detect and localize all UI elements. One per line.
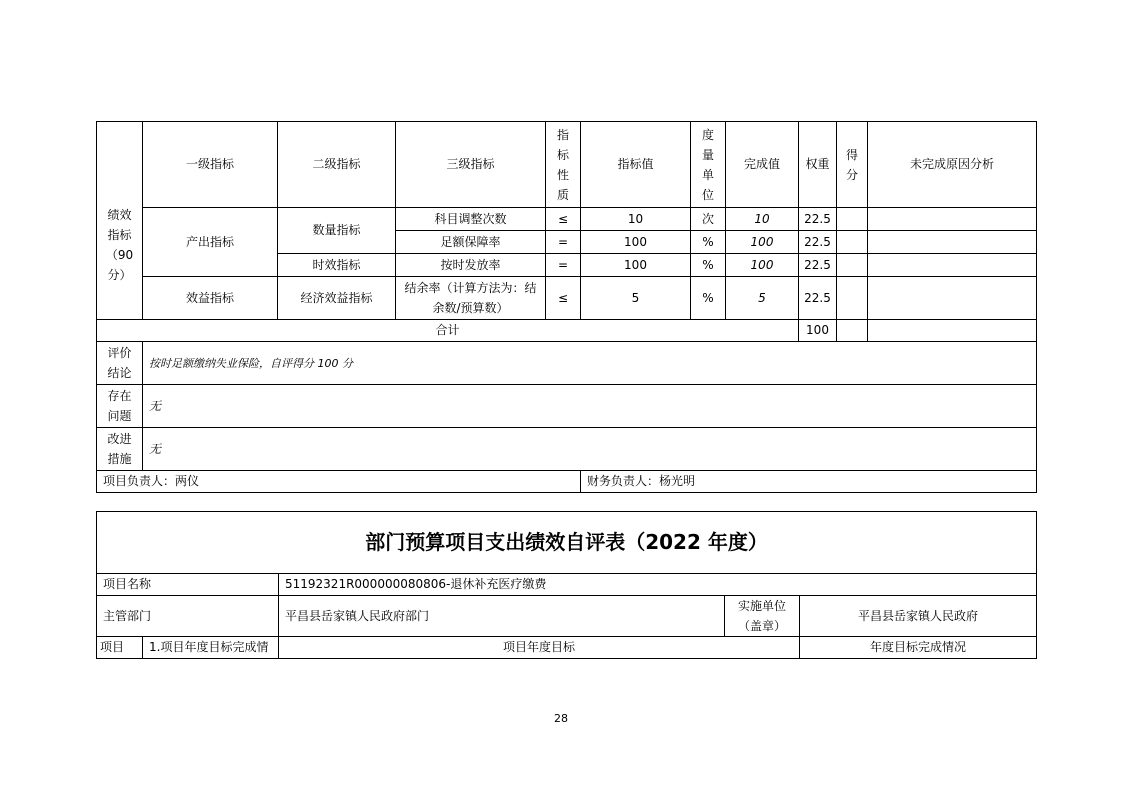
dept-label: 主管部门: [97, 596, 279, 637]
level1-cell: 效益指标: [143, 277, 278, 320]
total-label: 合计: [97, 320, 799, 342]
project-lead: 项目负责人：两仪: [97, 471, 581, 493]
finance-lead: 财务负责人：杨光明: [581, 471, 1037, 493]
score-cell: [837, 208, 868, 231]
weight-cell: 22.5: [799, 254, 837, 277]
reason-header: 未完成原因分析: [868, 122, 1037, 208]
goal-header-row: [97, 637, 1037, 659]
project-name-value: 51192321R000000080806-退休补充医疗缴费: [279, 574, 1037, 596]
level3-cell: 按时发放率: [396, 254, 546, 277]
weight-cell: 22.5: [799, 208, 837, 231]
impl-unit-label: 实施单位 （盖章）: [725, 596, 800, 637]
improvements-text: 无: [143, 428, 1037, 471]
dept-value: 平昌县岳家镇人民政府部门: [279, 596, 725, 637]
page-number: 28: [554, 712, 568, 725]
level1-header: 一级指标: [143, 122, 278, 208]
total-weight: 100: [799, 320, 837, 342]
evaluation-text: 按时足额缴纳失业保险，自评得分 100 分: [143, 342, 1037, 385]
nature-header: 指 标 性 质: [546, 122, 581, 208]
unit-header: 度 量 单 位: [691, 122, 726, 208]
page-title: 部门预算项目支出绩效自评表（2022 年度）: [97, 512, 1037, 574]
actual-header: 完成值: [726, 122, 799, 208]
problems-label: 存在 问题: [97, 385, 143, 428]
score-cell: [837, 277, 868, 320]
weight-cell: 22.5: [799, 231, 837, 254]
title-row: [97, 512, 1037, 574]
unit-cell: %: [691, 277, 726, 320]
nature-cell: =: [546, 231, 581, 254]
actual-cell: 10: [726, 208, 799, 231]
target-header: 指标值: [581, 122, 691, 208]
improvements-row: [97, 428, 1037, 471]
actual-cell: 5: [726, 277, 799, 320]
annual-completion-label: 年度目标完成情况: [800, 637, 1037, 659]
annual-goal-label: 项目年度目标: [279, 637, 800, 659]
reason-cell: [868, 231, 1037, 254]
unit-cell: %: [691, 231, 726, 254]
level3-header: 三级指标: [396, 122, 546, 208]
signature-row: [97, 471, 1037, 493]
level2-cell: 经济效益指标: [278, 277, 396, 320]
level3-cell: 科目调整次数: [396, 208, 546, 231]
evaluation-row: [97, 342, 1037, 385]
reason-cell: [868, 208, 1037, 231]
level1-cell: 产出指标: [143, 208, 278, 277]
total-row: [97, 320, 1037, 342]
nature-cell: ≤: [546, 277, 581, 320]
problems-text: 无: [143, 385, 1037, 428]
nature-cell: =: [546, 254, 581, 277]
weight-header: 权重: [799, 122, 837, 208]
table-row: [97, 208, 1037, 231]
level2-header: 二级指标: [278, 122, 396, 208]
score-cell: [837, 254, 868, 277]
project-name-row: [97, 574, 1037, 596]
level2-cell: 数量指标: [278, 208, 396, 254]
project-name-label: 项目名称: [97, 574, 279, 596]
table-row: [97, 277, 1037, 320]
target-cell: 100: [581, 231, 691, 254]
score-cell: [837, 231, 868, 254]
level2-cell: 时效指标: [278, 254, 396, 277]
impl-unit-value: 平昌县岳家镇人民政府: [800, 596, 1037, 637]
score-cell: [837, 320, 868, 342]
level3-cell: 结余率（计算方法为：结 余数/预算数）: [396, 277, 546, 320]
weight-cell: 22.5: [799, 277, 837, 320]
reason-cell: [868, 277, 1037, 320]
header-row: [97, 122, 1037, 208]
evaluation-label: 评价 结论: [97, 342, 143, 385]
unit-cell: 次: [691, 208, 726, 231]
performance-indicator-table: [96, 121, 1037, 493]
target-cell: 10: [581, 208, 691, 231]
reason-cell: [868, 320, 1037, 342]
perf-indicator-header: 绩效 指标 （90 分）: [97, 122, 143, 320]
actual-cell: 100: [726, 231, 799, 254]
reason-cell: [868, 254, 1037, 277]
budget-self-evaluation-table: [96, 511, 1037, 659]
problems-row: [97, 385, 1037, 428]
target-cell: 100: [581, 254, 691, 277]
level3-cell: 足额保障率: [396, 231, 546, 254]
department-row: [97, 596, 1037, 637]
project-label: 项目: [97, 637, 143, 659]
actual-cell: 100: [726, 254, 799, 277]
unit-cell: %: [691, 254, 726, 277]
score-header: 得 分: [837, 122, 868, 208]
target-cell: 5: [581, 277, 691, 320]
goal-completion-label: 1.项目年度目标完成情: [143, 637, 279, 659]
improvements-label: 改进 措施: [97, 428, 143, 471]
nature-cell: ≤: [546, 208, 581, 231]
